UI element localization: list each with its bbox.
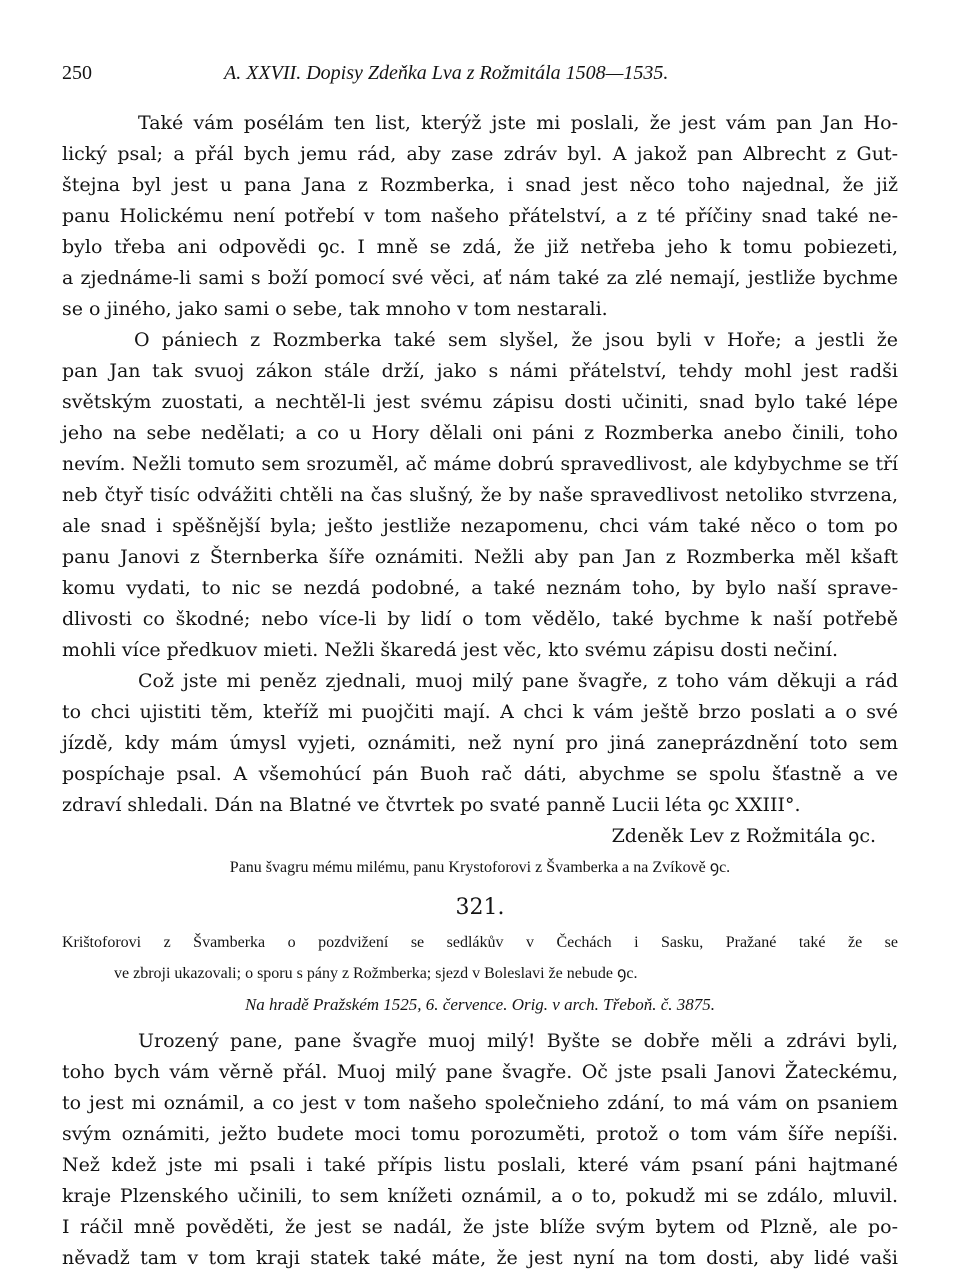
document-number: 321. [455, 895, 505, 920]
text-line: jízdě, kdy mám úmysl vyjeti, oznámiti, než nyní pro jiná zaneprázdnění toto sem [62, 732, 898, 754]
text-line: ale snad i spěšnější byla; ješto jestliže nezapomenu, chci vám také něco o tom po [62, 515, 898, 537]
text-line: panu Janovi z Šternberka šíře oznámiti. Nežli aby pan Jan z Rozmberka měl kšaft [62, 546, 898, 568]
text-line: a zjednáme-li sami s boží pomocí své věci, ať nám také za zlé nemají, jestliže bychme [62, 267, 898, 289]
text-block [62, 108, 898, 1274]
text-line: Urozený pane, pane švagře muoj milý! Byšte se dobře měli a zdrávi byli, [138, 1030, 898, 1052]
text-line: bylo třeba ani odpovědi ꝯc. I mně se zdá, že již netřeba jeho k tomu pobiezeti, [62, 236, 898, 258]
text-line: I ráčil mně pověděti, že jest se nadál, že jste blíže svým bytem od Plzně, ale po- [62, 1216, 898, 1238]
text-line: svým oznámiti, ježto budete moci tomu porozuměti, protož o tom vám šíře nepíši. [62, 1123, 898, 1145]
letter-address: Panu švagru mému milému, panu Krystoforovi z Švamberka a na Zvíkově ꝯc. [229, 859, 731, 876]
text-line: to jest mi oznámil, a co jest v tom našeho společnieho zdání, to má vám on psaniem [62, 1092, 898, 1114]
summary-line: ve zbroji ukazovali; o sporu s pány z Rožmberka; sjezd v Boleslavi že nebude ꝯc. [114, 965, 638, 982]
text-line: to chci ujistiti těm, kteříž mi puojčiti mají. A chci k vám ještě brzo poslati a o své [62, 701, 898, 723]
text-line: štejna byl jest u pana Jana z Rozmberka, i snad jest něco toho najednal, že již [62, 174, 898, 196]
text-line: kraje Plzenského učinili, to sem knížeti oznámil, a o to, pokudž mi se zdálo, mluvil. [62, 1185, 898, 1207]
text-line: světským zuostati, a nechtěl-li jest svému zápisu dosti učiniti, snad bylo také lépe [62, 391, 898, 413]
text-line: panu Holickému není potřebí v tom našeho přátelství, a z té příčiny snad také ne- [62, 205, 898, 227]
text-line: jeho na sebe nedělati; a co u Hory dělali oni páni z Rozmberka anebo činili, toho [62, 422, 898, 444]
text-line: něvadž tam v tom kraji statek také máte, že jest nyní na tom dosti, aby lidé vaši [62, 1247, 898, 1269]
signature: Zdeněk Lev z Rožmitála ꝯc. [611, 825, 876, 847]
text-line: pospíchaje psal. A všemohúcí pán Buoh rač dáti, abychme se spolu šťastně a ve [62, 763, 898, 785]
source-note: Na hradě Pražském 1525, 6. července. Orig. v arch. Třeboň. č. 3875. [244, 995, 716, 1014]
text-line: Což jste mi peněz zjednali, muoj milý pane švagře, z toho vám děkuji a rád [138, 670, 898, 692]
summary-line: Krištoforovi z Švamberka o pozdvižení se sedlákův v Čechách i Sasku, Pražané také že se [62, 934, 898, 951]
text-line: neb čtyř tisíc odvážiti chtěli na čas slušný, že by naše spravedlivost netoliko stvrzena, [62, 484, 898, 506]
text-line: nevím. Nežli tomuto sem srozuměl, ač máme dobrú spravedlivost, ale kdybychme se tří [62, 454, 898, 475]
text-line: dlivosti co škodné; nebo více-li by lidí o tom vědělo, také bychme k naší potřebě [62, 608, 898, 630]
page-header [62, 62, 898, 90]
text-line: pan Jan tak svuoj zákon stále drží, jako s námi přátelství, tehdy mohl jest radši [62, 360, 898, 382]
text-line: se o jiného, jako sami o sebe, tak mnoho v tom nestarali. [62, 298, 608, 320]
text-line: zdraví shledali. Dán na Blatné ve čtvrtek po svaté panně Lucii léta ꝯc XXIII°. [62, 794, 801, 816]
text-line: Než kdež jste mi psali i také přípis listu poslali, které vám psaní páni hajtmané [62, 1154, 898, 1176]
text-line: toho bych vám věrně přál. Muoj milý pane švagře. Oč jste psali Janovi Žateckému, [62, 1061, 898, 1083]
text-line: lický psal; a přál bych jemu rád, aby zase zdráv byl. A jakož pan Albrecht z Gut- [62, 143, 898, 165]
text-line: mohli více předkuov mieti. Nežli škaredá jest věc, kto svému zápisu dosti nečiní. [62, 639, 839, 661]
running-head: A. XXVII. Dopisy Zdeňka Lva z Rožmitála 1508—1535. [224, 62, 669, 84]
letter-320-body [62, 108, 898, 883]
text-line: O pániech z Rozmberka také sem slyšel, že jsou byli v Hoře; a jestli že [134, 329, 898, 351]
letter-321 [62, 883, 898, 1274]
text-line: komu vydati, to nic se nezdá podobné, a také neznám toho, by bylo naší sprave- [62, 577, 898, 599]
text-line: Také vám posélám ten list, kterýž jste mi poslali, že jest vám pan Jan Ho- [138, 112, 898, 134]
page-number: 250 [62, 62, 92, 84]
